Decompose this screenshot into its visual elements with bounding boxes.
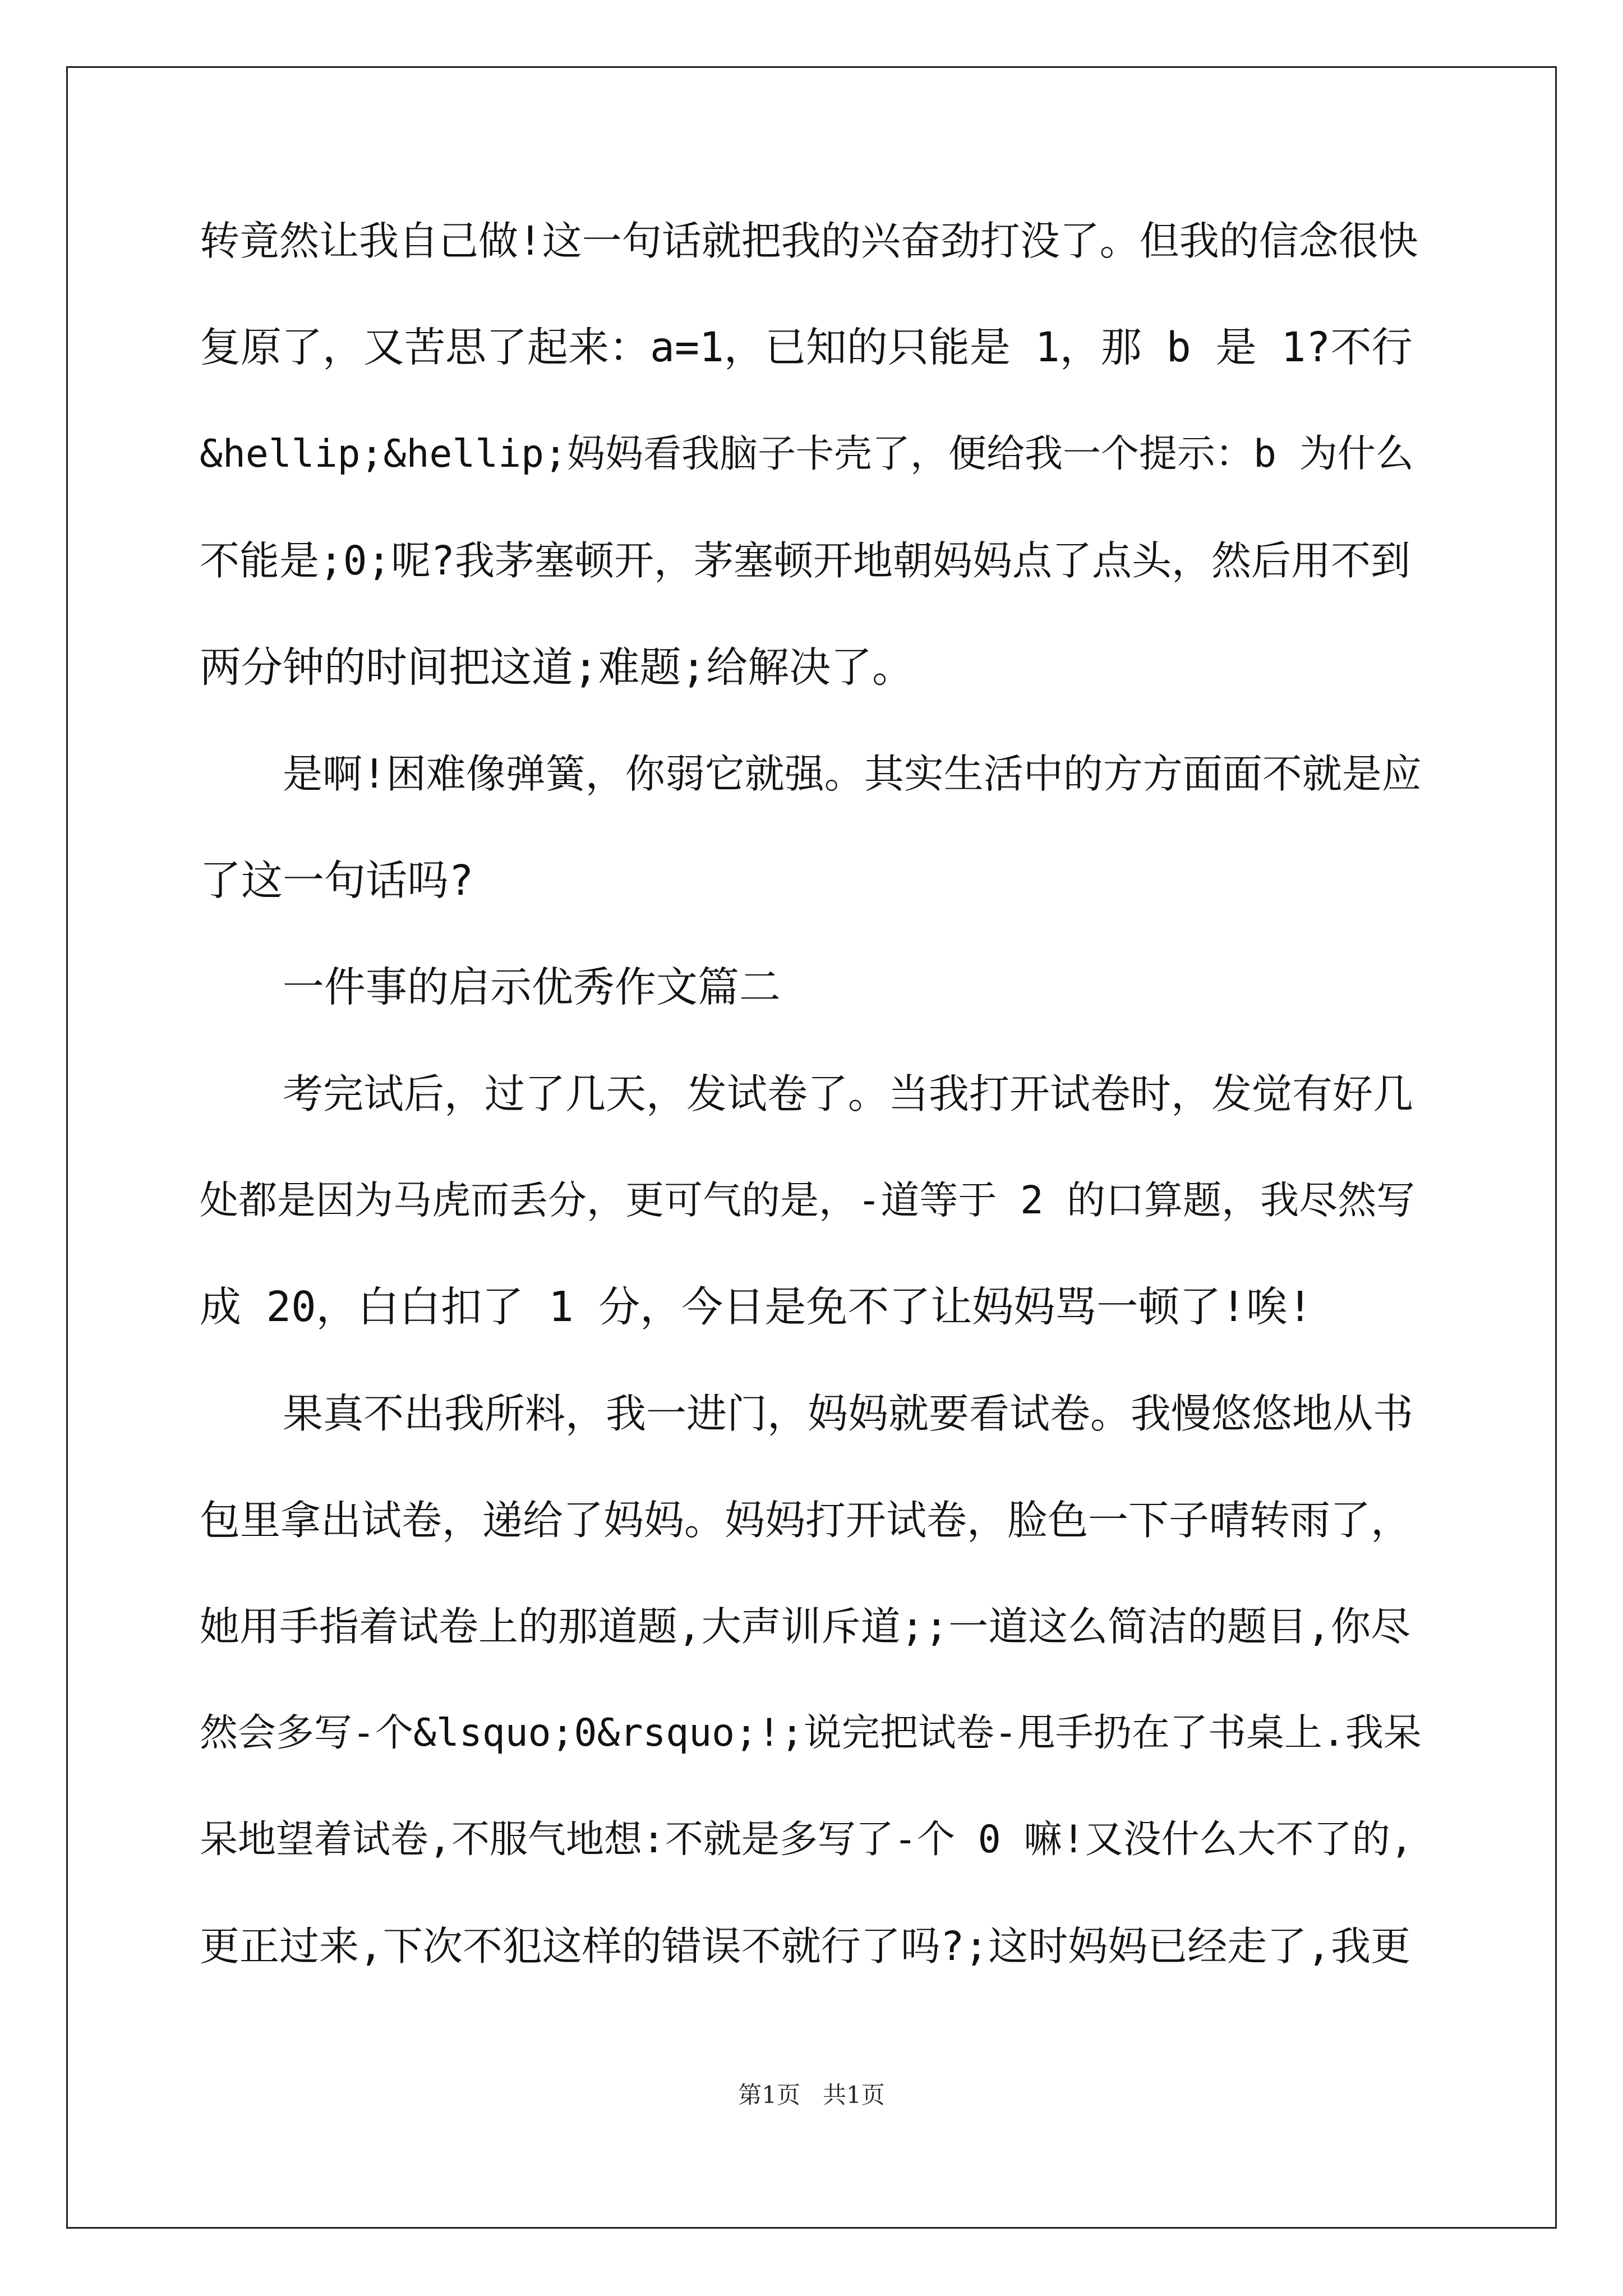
page-border: [66, 66, 1557, 2229]
text-line: 她用手指着试卷上的那道题,大声训斥道;;一道这么简洁的题目,你尽: [200, 1603, 1410, 1650]
text-line: 包里拿出试卷，递给了妈妈。妈妈打开试卷，脸色一下子晴转雨了，: [200, 1497, 1412, 1544]
page-number-total: 共1页: [823, 2081, 885, 2109]
text-line: 转竟然让我自己做!这一句话就把我的兴奋劲打没了。但我的信念很快: [200, 218, 1418, 264]
text-line: 呆地望着试卷,不服气地想:不就是多写了-个 0 嘛!又没什么大不了的,: [200, 1818, 1413, 1862]
text-line: 考完试后，过了几天，发试卷了。当我打开试卷时，发觉有好几: [283, 1070, 1414, 1117]
text-line: 然会多写-个&lsquo;0&rsquo;!;说完把试卷-甩手扔在了书桌上.我呆: [200, 1711, 1422, 1755]
text-line: 处都是因为马虎而丢分，更可气的是，-道等于 2 的口算题，我尽然写: [200, 1178, 1415, 1223]
page-number-current: 第1页: [738, 2081, 800, 2109]
text-line: 两分钟的时间把这道;难题;给解决了。: [200, 643, 914, 692]
text-line: &hellip;&hellip;妈妈看我脑子卡壳了，便给我一个提示：b 为什么: [200, 432, 1414, 476]
text-line: 不能是;0;呢?我茅塞顿开，茅塞顿开地朝妈妈点了点头，然后用不到: [200, 537, 1410, 584]
section-heading: 一件事的启示优秀作文篇二: [283, 963, 781, 1011]
text-line: 了这一句话吗?: [200, 857, 474, 905]
text-line: 成 20，白白扣了 1 分，今日是免不了让妈妈骂一顿了!唉!: [200, 1283, 1313, 1331]
text-line: 复原了，又苦思了起来：a=1，已知的只能是 1，那 b 是 1?不行: [200, 324, 1413, 371]
text-line: 更正过来,下次不犯这样的错误不就行了吗?;这时妈妈已经走了,我更: [200, 1923, 1410, 1970]
page-footer: [0, 2078, 1623, 2112]
text-line: 果真不出我所料，我一进门，妈妈就要看试卷。我慢悠悠地从书: [283, 1390, 1414, 1437]
text-line: 是啊!困难像弹簧，你弱它就强。其实生活中的方方面面不就是应: [283, 751, 1422, 797]
